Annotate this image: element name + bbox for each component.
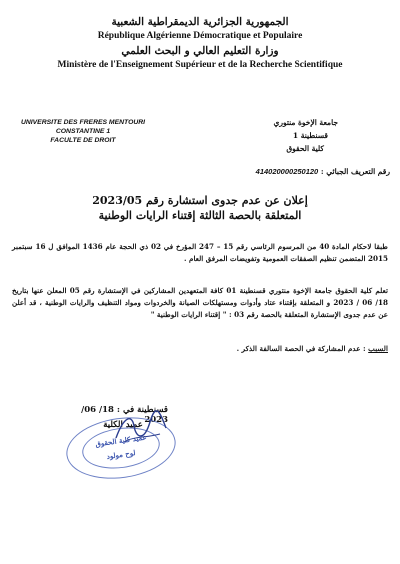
stamp-text-2: لوح مولود xyxy=(106,448,136,461)
handwritten-signature xyxy=(110,408,170,448)
tax-id-label: رقم التعريف الجبائي : xyxy=(320,167,390,176)
institution-fr xyxy=(8,119,158,144)
body-para2: تعلم كلية الحقوق جامعة الإخوة منتوري قسنطينة 01 كافة المتعهدين المشاركين في الإستشارة رقم 05 المعلن عنها بتاريخ 18/ 06 / 2023 و المتعلقة بإقتناء عتاد وأدوات ومستهلكات الصيانة والخردوات ومواد التنظيف والرايات الوطنية ، قد أعلن عن عدم جدوى الإستشارة المتعلقة بالحصة رقم 03 : " إقتناء الرايات الوطنية " xyxy=(12,286,388,319)
institution-ar-line3: كلية الحقوق xyxy=(286,144,324,153)
reason-line xyxy=(12,343,388,355)
signature-role: عميد الكلية xyxy=(103,420,143,430)
republic-ar: الجمهورية الجزائرية الديمقراطية الشعبية xyxy=(111,16,289,28)
reason-text: : عدم المشاركة في الحصة السالفة الذكر . xyxy=(236,344,366,353)
stamp-text-1: عميد كلية الحقوق xyxy=(94,432,148,449)
body-para1: طبقا لاحكام المادة 40 من المرسوم الرئاسي رقم 15 – 247 المؤرخ في 02 ذي الحجة عام 1436 الموافق ل 16 سبتمبر 2015 المتضمن تنظيم الصفقات العمومية وتفويضات المرفق العام . xyxy=(12,242,388,263)
institution-ar xyxy=(188,118,338,153)
institution-fr-line3: FACULTE DE DROIT xyxy=(50,137,116,144)
ministry-fr: Ministère de l'Enseignement Supérieur et de la Recherche Scientifique xyxy=(57,60,343,70)
institution-ar-line2: قسنطينة 1 xyxy=(292,131,328,140)
tax-id-value: 414020000250120 xyxy=(255,167,319,176)
signature-place-date: قسنطينة في : 18/ 06/ 2023 xyxy=(81,405,168,425)
institution-fr-line2: CONSTANTINE 1 xyxy=(55,128,111,135)
reason-label: السبب xyxy=(368,344,388,353)
institution-fr-line1: UNIVERSITE DES FRERES MENTOURI xyxy=(20,119,146,126)
institution-ar-line1: جامعة الإخوة منتوري xyxy=(273,118,338,127)
republic-fr: République Algérienne Démocratique et Populaire xyxy=(97,31,303,41)
tax-id xyxy=(190,167,390,176)
notice-title-line1: إعلان عن عدم جدوى استشارة رقم 2023/05 xyxy=(92,194,308,207)
ministry-ar: وزارة التعليم العالي و البحث العلمي xyxy=(121,45,279,57)
notice-title-line2: المتعلقة بالحصة الثالثة إقتناء الرايات الوطنية xyxy=(98,209,302,222)
